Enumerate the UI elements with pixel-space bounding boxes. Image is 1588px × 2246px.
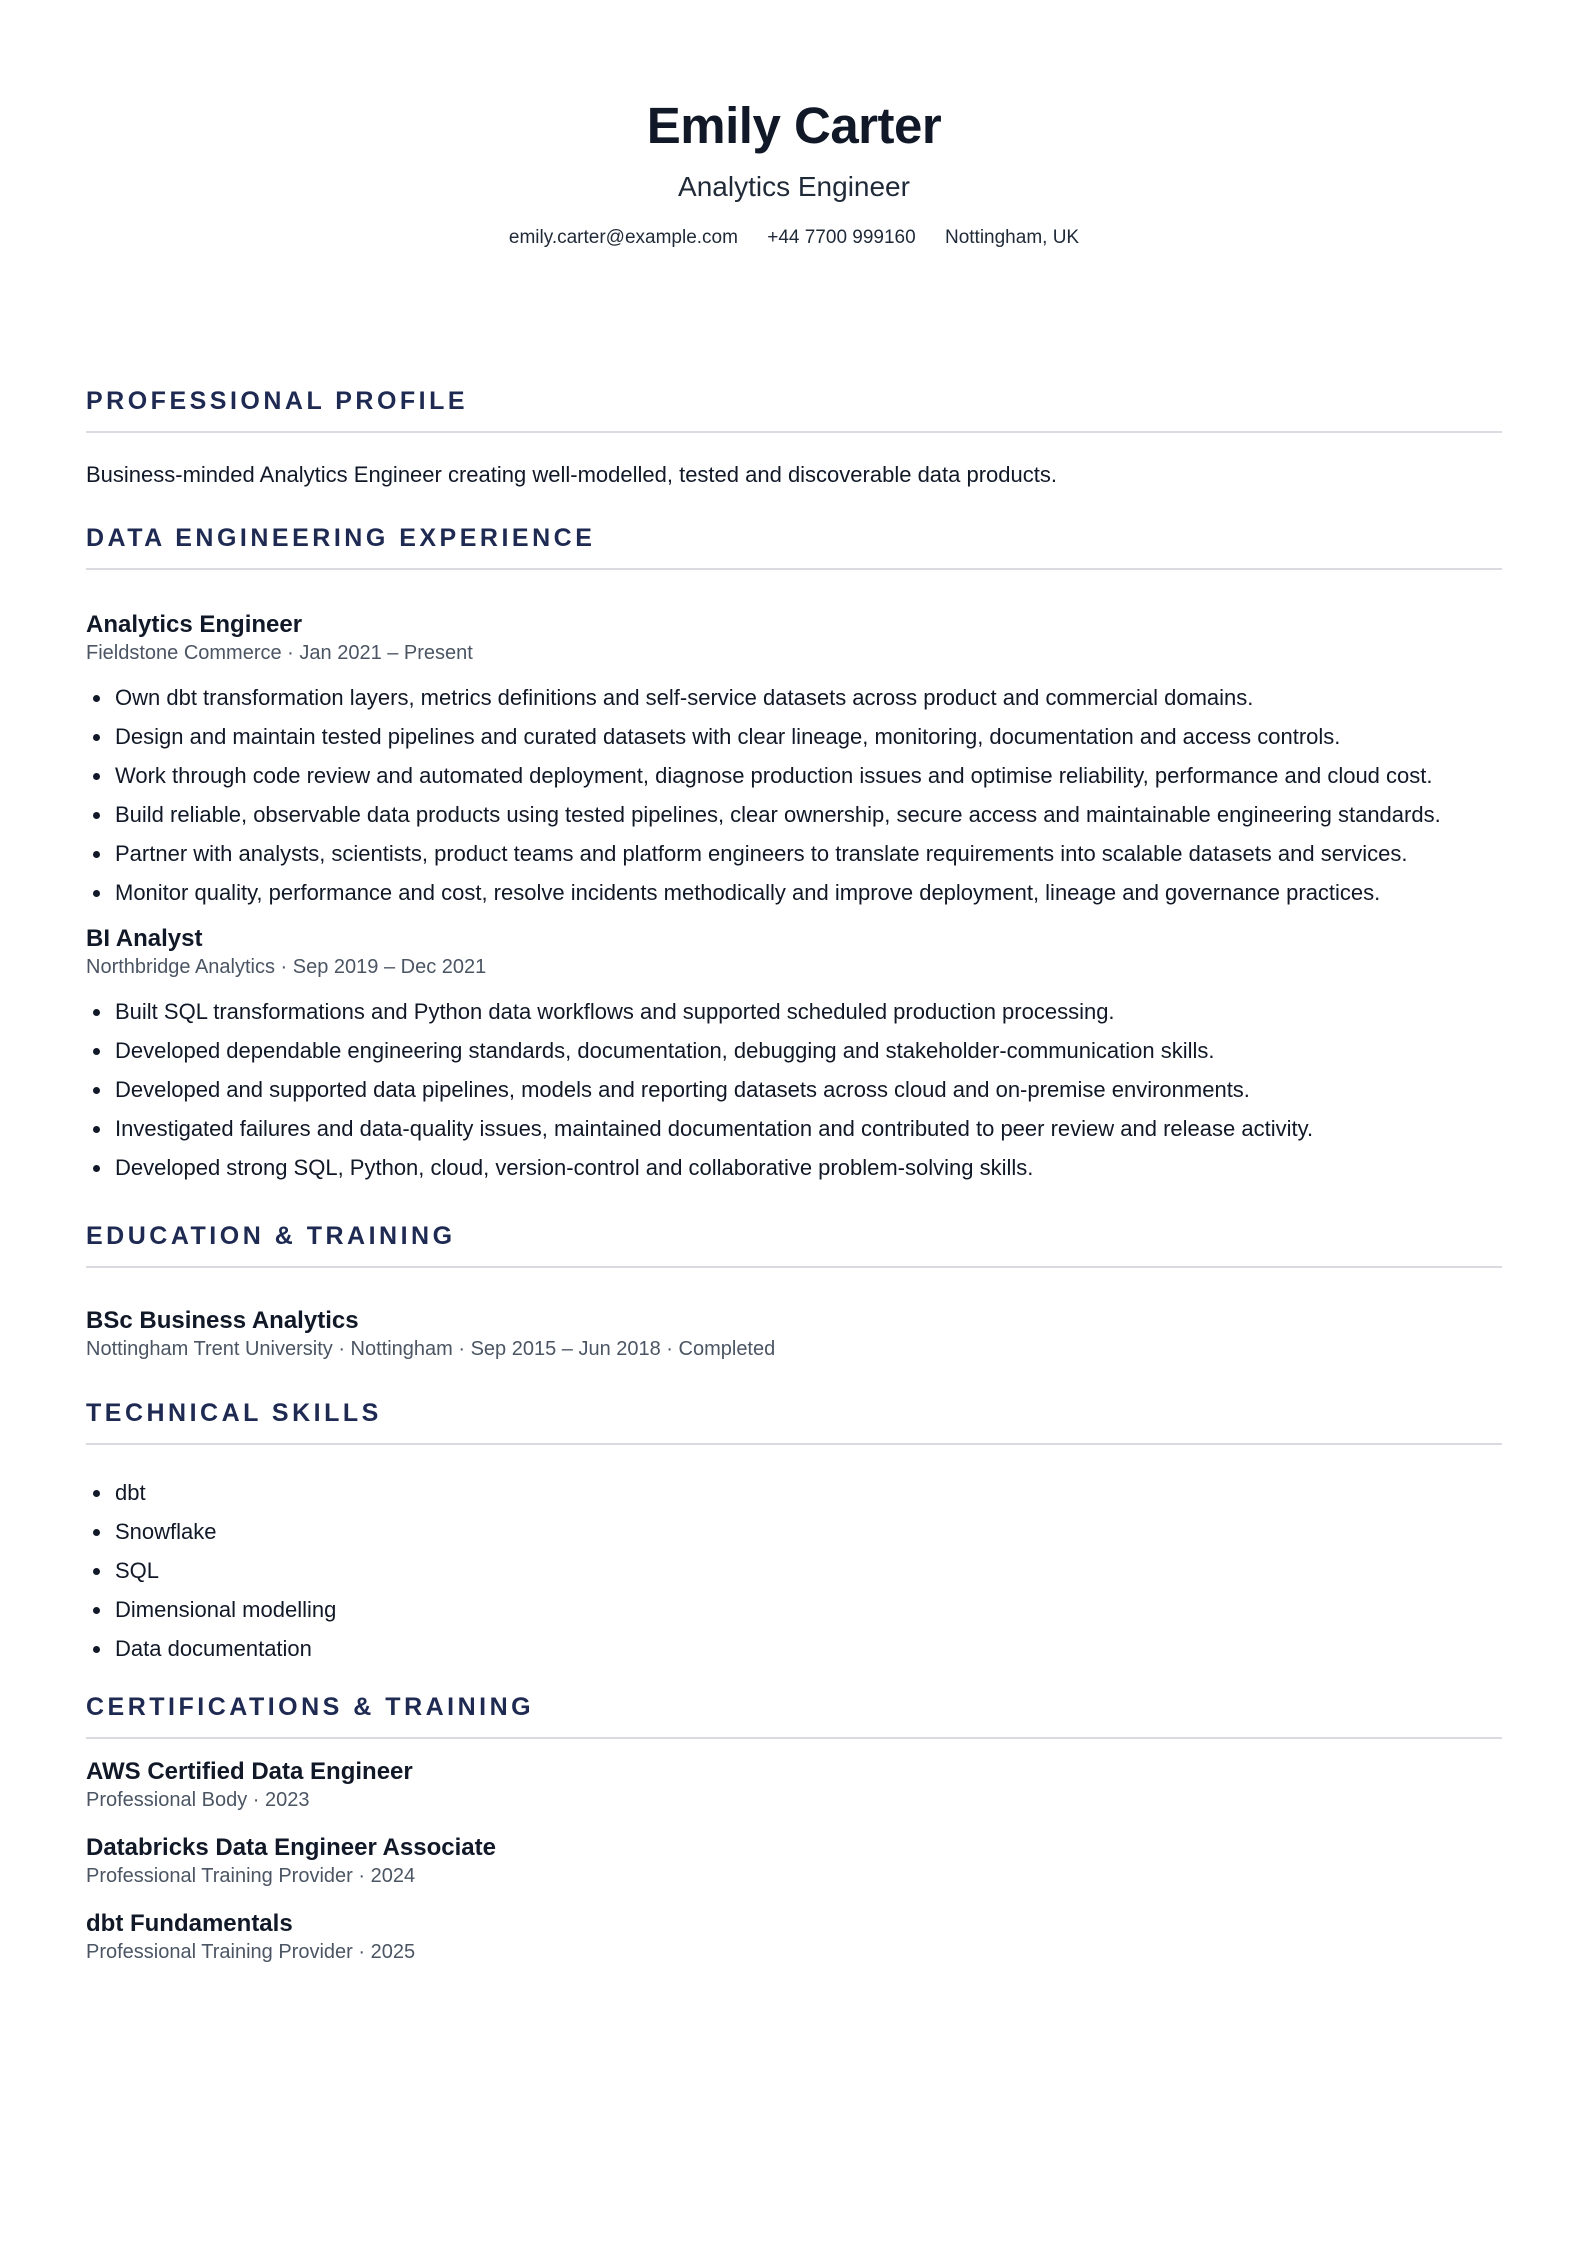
degree-title: BSc Business Analytics [86, 1307, 359, 1334]
list-item: Developed strong SQL, Python, cloud, version-control and collaborative problem-solving skills. [115, 1148, 1502, 1187]
candidate-name: Emily Carter [646, 97, 942, 154]
section-profile [86, 386, 1502, 489]
list-item: Data documentation [115, 1629, 1502, 1668]
list-item: Build reliable, observable data products using tested pipelines, clear ownership, secure access and maintainable engineering standards. [115, 795, 1502, 834]
section-title-education: EDUCATION & TRAINING [86, 1222, 456, 1250]
job-bullets [86, 992, 1502, 1187]
certification-meta: Professional Body · 2023 [86, 1789, 310, 1811]
section-title-skills: TECHNICAL SKILLS [86, 1399, 382, 1427]
list-item: Developed and supported data pipelines, models and reporting datasets across cloud and on-premise environments. [115, 1070, 1502, 1109]
job-meta: Northbridge Analytics · Sep 2019 – Dec 2021 [86, 956, 487, 978]
section-certifications [86, 1692, 1502, 1965]
section-divider [86, 568, 1502, 570]
degree-meta: Nottingham Trent University · Nottingham · Sep 2015 – Jun 2018 · Completed [86, 1338, 776, 1360]
job-title: BI Analyst [86, 925, 203, 952]
list-item: Investigated failures and data-quality issues, maintained documentation and contributed to peer review and release activity. [115, 1109, 1502, 1148]
certification-entry [86, 1909, 1502, 1965]
job-bullets [86, 678, 1502, 912]
section-divider [86, 1266, 1502, 1268]
list-item: Developed dependable engineering standards, documentation, debugging and stakeholder-communication skills. [115, 1031, 1502, 1070]
contact-email: emily.carter@example.com [508, 227, 738, 248]
education-entry [86, 1306, 1502, 1362]
section-divider [86, 1443, 1502, 1445]
certification-meta: Professional Training Provider · 2025 [86, 1941, 416, 1963]
candidate-role: Analytics Engineer [678, 171, 910, 202]
list-item: SQL [115, 1551, 1502, 1590]
list-item: Own dbt transformation layers, metrics definitions and self-service datasets across product and commercial domains. [115, 678, 1502, 717]
certification-name: Databricks Data Engineer Associate [86, 1834, 496, 1861]
profile-summary: Business-minded Analytics Engineer creating well-modelled, tested and discoverable data products. [86, 462, 1057, 487]
section-title-experience: DATA ENGINEERING EXPERIENCE [86, 524, 596, 552]
certification-entry [86, 1757, 1502, 1813]
skills-list [86, 1473, 1502, 1668]
section-experience [86, 523, 1502, 1187]
list-item: Partner with analysts, scientists, product teams and platform engineers to translate requirements into scalable datasets and services. [115, 834, 1502, 873]
job-entry [86, 924, 1502, 1187]
section-title-certifications: CERTIFICATIONS & TRAINING [86, 1693, 535, 1721]
contact-phone: +44 7700 999160 [767, 227, 916, 248]
section-divider [86, 1737, 1502, 1739]
list-item: Monitor quality, performance and cost, resolve incidents methodically and improve deployment, lineage and governance practices. [115, 873, 1502, 912]
list-item: Built SQL transformations and Python data workflows and supported scheduled production processing. [115, 992, 1502, 1031]
certification-meta: Professional Training Provider · 2024 [86, 1865, 416, 1887]
resume-header [86, 0, 1502, 250]
certification-name: dbt Fundamentals [86, 1910, 293, 1937]
list-item: Design and maintain tested pipelines and curated datasets with clear lineage, monitoring, documentation and access controls. [115, 717, 1502, 756]
contact-location: Nottingham, UK [944, 227, 1080, 248]
list-item: dbt [115, 1473, 1502, 1512]
certification-entry [86, 1833, 1502, 1889]
section-title-profile: PROFESSIONAL PROFILE [86, 387, 469, 415]
list-item: Dimensional modelling [115, 1590, 1502, 1629]
job-meta: Fieldstone Commerce · Jan 2021 – Present [86, 642, 473, 664]
list-item: Snowflake [115, 1512, 1502, 1551]
certification-name: AWS Certified Data Engineer [86, 1758, 413, 1785]
section-divider [86, 431, 1502, 433]
section-education [86, 1221, 1502, 1362]
job-title: Analytics Engineer [86, 611, 303, 638]
section-skills [86, 1398, 1502, 1668]
list-item: Work through code review and automated deployment, diagnose production issues and optimise reliability, performance and cloud cost. [115, 756, 1502, 795]
job-entry [86, 610, 1502, 912]
contact-line [86, 226, 1502, 250]
